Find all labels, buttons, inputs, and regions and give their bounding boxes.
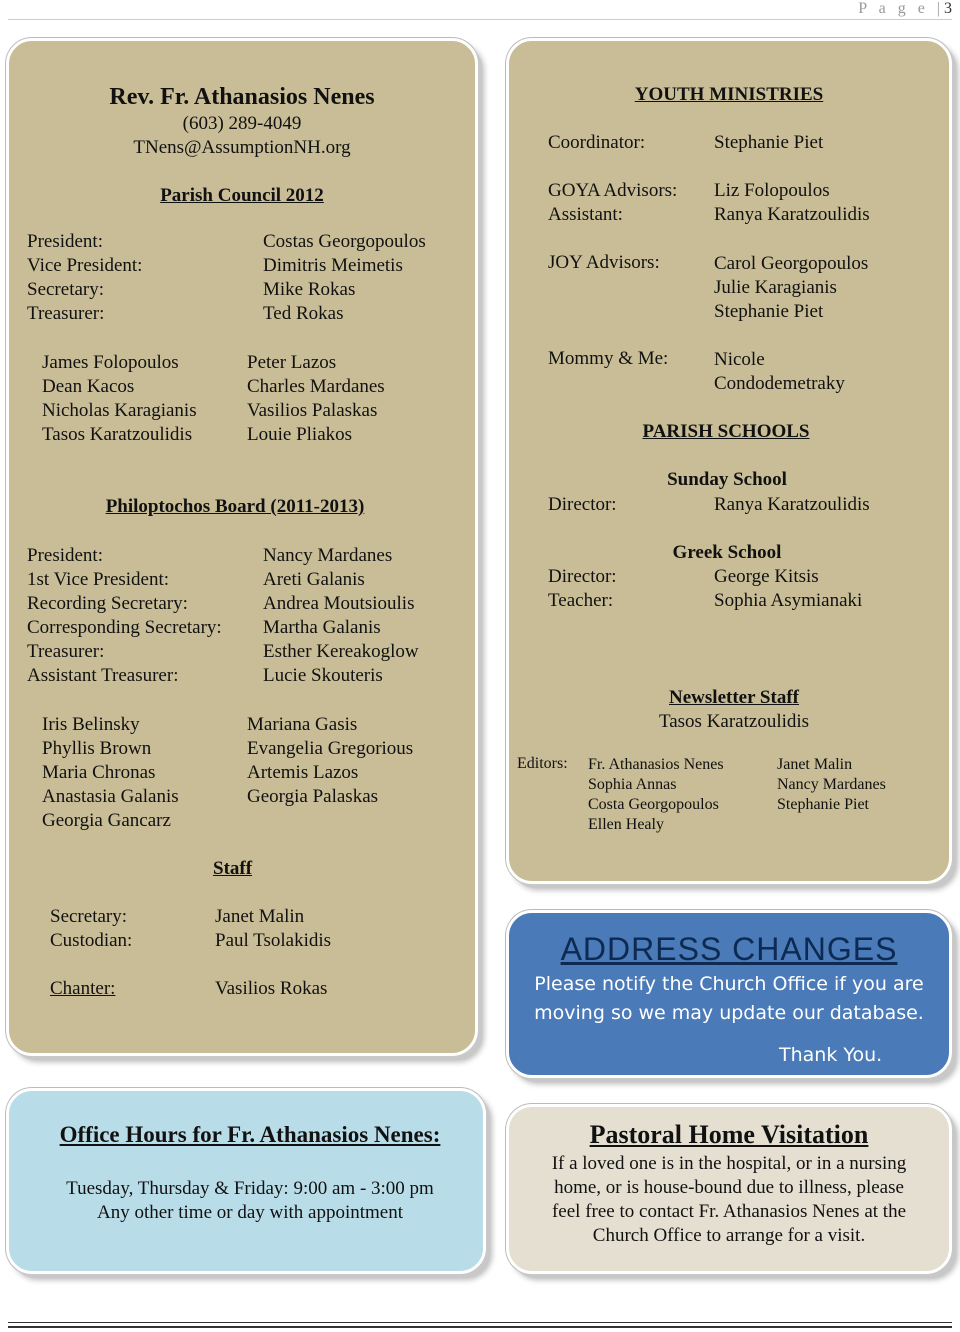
list-item: Phyllis Brown <box>42 738 152 759</box>
priest-name: Rev. Fr. Athanasios Nenes <box>109 84 375 110</box>
sunday-director-name: Ranya Karatzoulidis <box>714 494 870 515</box>
sunday-director-role: Director: <box>548 494 617 515</box>
newsletter-lead: Tasos Karatzoulidis <box>658 711 810 732</box>
list-item: Stephanie Piet <box>777 796 869 813</box>
office-hours-line2: Any other time or day with appointment <box>96 1202 404 1223</box>
list-item: Nicole <box>714 349 765 370</box>
board-name: Areti Galanis <box>263 569 365 590</box>
council-name: Mike Rokas <box>263 279 356 300</box>
list-item: Julie Karagianis <box>714 277 837 298</box>
page-number: P a g e |3 <box>858 0 952 17</box>
assistant-name: Ranya Karatzoulidis <box>714 204 870 225</box>
priest-phone: (603) 289-4049 <box>182 113 302 134</box>
body-line: Church Office to arrange for a visit. <box>592 1225 866 1246</box>
board-name: Martha Galanis <box>263 617 381 638</box>
list-item: Nicholas Karagianis <box>42 400 197 421</box>
footer-rule <box>8 1322 952 1323</box>
greek-teacher-name: Sophia Asymianaki <box>714 590 863 611</box>
council-role: President: <box>27 231 103 252</box>
greek-director-name: George Kitsis <box>714 566 819 587</box>
board-name: Andrea Moutsioulis <box>263 593 415 614</box>
philoptochos-members-left <box>42 713 179 833</box>
address-changes-thanks: Thank You. <box>779 1044 883 1066</box>
goya-role: GOYA Advisors: <box>548 180 678 201</box>
footer-rule-thick <box>8 1326 952 1328</box>
editors-right <box>777 755 886 815</box>
philoptochos-title: Philoptochos Board (2011-2013) <box>105 496 365 517</box>
list-item: Iris Belinsky <box>42 714 140 735</box>
staff-custodian-role: Custodian: <box>50 930 133 951</box>
list-item: Maria Chronas <box>42 762 156 783</box>
list-item: Janet Malin <box>777 756 853 773</box>
editors-label: Editors: <box>517 755 568 772</box>
list-item: Vasilios Palaskas <box>247 400 378 421</box>
philoptochos-members-right <box>247 713 413 809</box>
address-changes-panel <box>506 910 952 1078</box>
council-name: Costas Georgopoulos <box>263 231 426 252</box>
list-item: Sophia Annas <box>588 776 677 793</box>
youth-ministries-title: YOUTH MINISTRIES <box>634 84 824 105</box>
council-role: Secretary: <box>27 279 105 300</box>
goya-name: Liz Folopoulos <box>714 180 830 201</box>
address-changes-title: ADDRESS CHANGES <box>560 931 898 967</box>
header-rule <box>8 19 952 20</box>
assistant-role: Assistant: <box>548 204 623 225</box>
board-role: Corresponding Secretary: <box>27 617 222 638</box>
mommy-names <box>714 348 845 396</box>
staff-chanter-name: Vasilios Rokas <box>215 978 328 999</box>
list-item: Tasos Karatzoulidis <box>42 424 193 445</box>
philoptochos-roles <box>27 544 222 688</box>
list-item: Charles Mardanes <box>247 376 385 397</box>
mommy-role: Mommy & Me: <box>548 348 669 369</box>
list-item: Condodemetraky <box>714 373 845 394</box>
coordinator-name: Stephanie Piet <box>714 132 824 153</box>
parish-council-title: Parish Council 2012 <box>160 185 324 206</box>
body-line: feel free to contact Fr. Athanasios Nenes at the <box>551 1201 906 1222</box>
parish-schools-title: PARISH SCHOOLS <box>642 421 810 442</box>
list-item: Stephanie Piet <box>714 301 824 322</box>
list-item: Louie Pliakos <box>247 424 353 445</box>
board-role: Treasurer: <box>27 641 105 662</box>
board-role: Recording Secretary: <box>27 593 188 614</box>
list-item: Evangelia Gregorious <box>247 738 414 759</box>
priest-email: TNens@AssumptionNH.org <box>133 137 351 158</box>
council-role: Treasurer: <box>27 303 105 324</box>
board-role: President: <box>27 545 103 566</box>
list-item: Peter Lazos <box>247 352 337 373</box>
body-line: If a loved one is in the hospital, or in a nursing <box>551 1153 907 1174</box>
greek-teacher-role: Teacher: <box>548 590 614 611</box>
newsletter-staff-title: Newsletter Staff <box>669 687 799 708</box>
council-name: Ted Rokas <box>263 303 344 324</box>
list-item: Dean Kacos <box>42 376 135 397</box>
list-item: Nancy Mardanes <box>777 776 886 793</box>
pastoral-visitation-body <box>506 1152 952 1248</box>
council-role: Vice President: <box>27 255 143 276</box>
address-changes-line2: moving so we may update our database. <box>534 1002 924 1024</box>
staff-title: Staff <box>213 858 253 879</box>
board-role: 1st Vice President: <box>27 569 170 590</box>
parish-council-roles <box>27 230 142 326</box>
pastoral-visitation-title: Pastoral Home Visitation <box>589 1120 869 1149</box>
greek-school-title: Greek School <box>672 542 782 563</box>
board-name: Lucie Skouteris <box>263 665 383 686</box>
list-item: Artemis Lazos <box>247 762 359 783</box>
list-item: Carol Georgopoulos <box>714 253 869 274</box>
parish-council-names <box>263 230 426 326</box>
office-hours-title: Office Hours for Fr. Athanasios Nenes: <box>59 1122 441 1147</box>
editors-left <box>588 755 724 835</box>
list-item: James Folopoulos <box>42 352 179 373</box>
board-name: Esther Kereakoglow <box>263 641 419 662</box>
list-item: Ellen Healy <box>588 816 664 833</box>
board-role: Assistant Treasurer: <box>27 665 179 686</box>
list-item: Costa Georgopoulos <box>588 796 719 813</box>
sunday-school-title: Sunday School <box>667 469 787 490</box>
list-item: Georgia Palaskas <box>247 786 379 807</box>
staff-secretary-role: Secretary: <box>50 906 128 927</box>
staff-secretary-name: Janet Malin <box>215 906 305 927</box>
list-item: Anastasia Galanis <box>42 786 179 807</box>
philoptochos-names <box>263 544 419 688</box>
staff-custodian-name: Paul Tsolakidis <box>215 930 332 951</box>
staff-chanter-role: Chanter: <box>50 978 116 999</box>
council-name: Dimitris Meimetis <box>263 255 403 276</box>
greek-director-role: Director: <box>548 566 617 587</box>
board-name: Nancy Mardanes <box>263 545 393 566</box>
coordinator-role: Coordinator: <box>548 132 646 153</box>
joy-names <box>714 252 868 324</box>
list-item: Georgia Gancarz <box>42 810 171 831</box>
office-hours-line1: Tuesday, Thursday & Friday: 9:00 am - 3:00 pm <box>66 1178 434 1199</box>
list-item: Fr. Athanasios Nenes <box>588 756 724 773</box>
joy-role: JOY Advisors: <box>548 252 660 273</box>
council-members-left <box>42 351 197 447</box>
body-line: home, or is house-bound due to illness, please <box>554 1177 904 1198</box>
address-changes-line1: Please notify the Church Office if you are <box>534 973 924 995</box>
list-item: Mariana Gasis <box>247 714 358 735</box>
council-members-right <box>247 351 385 447</box>
